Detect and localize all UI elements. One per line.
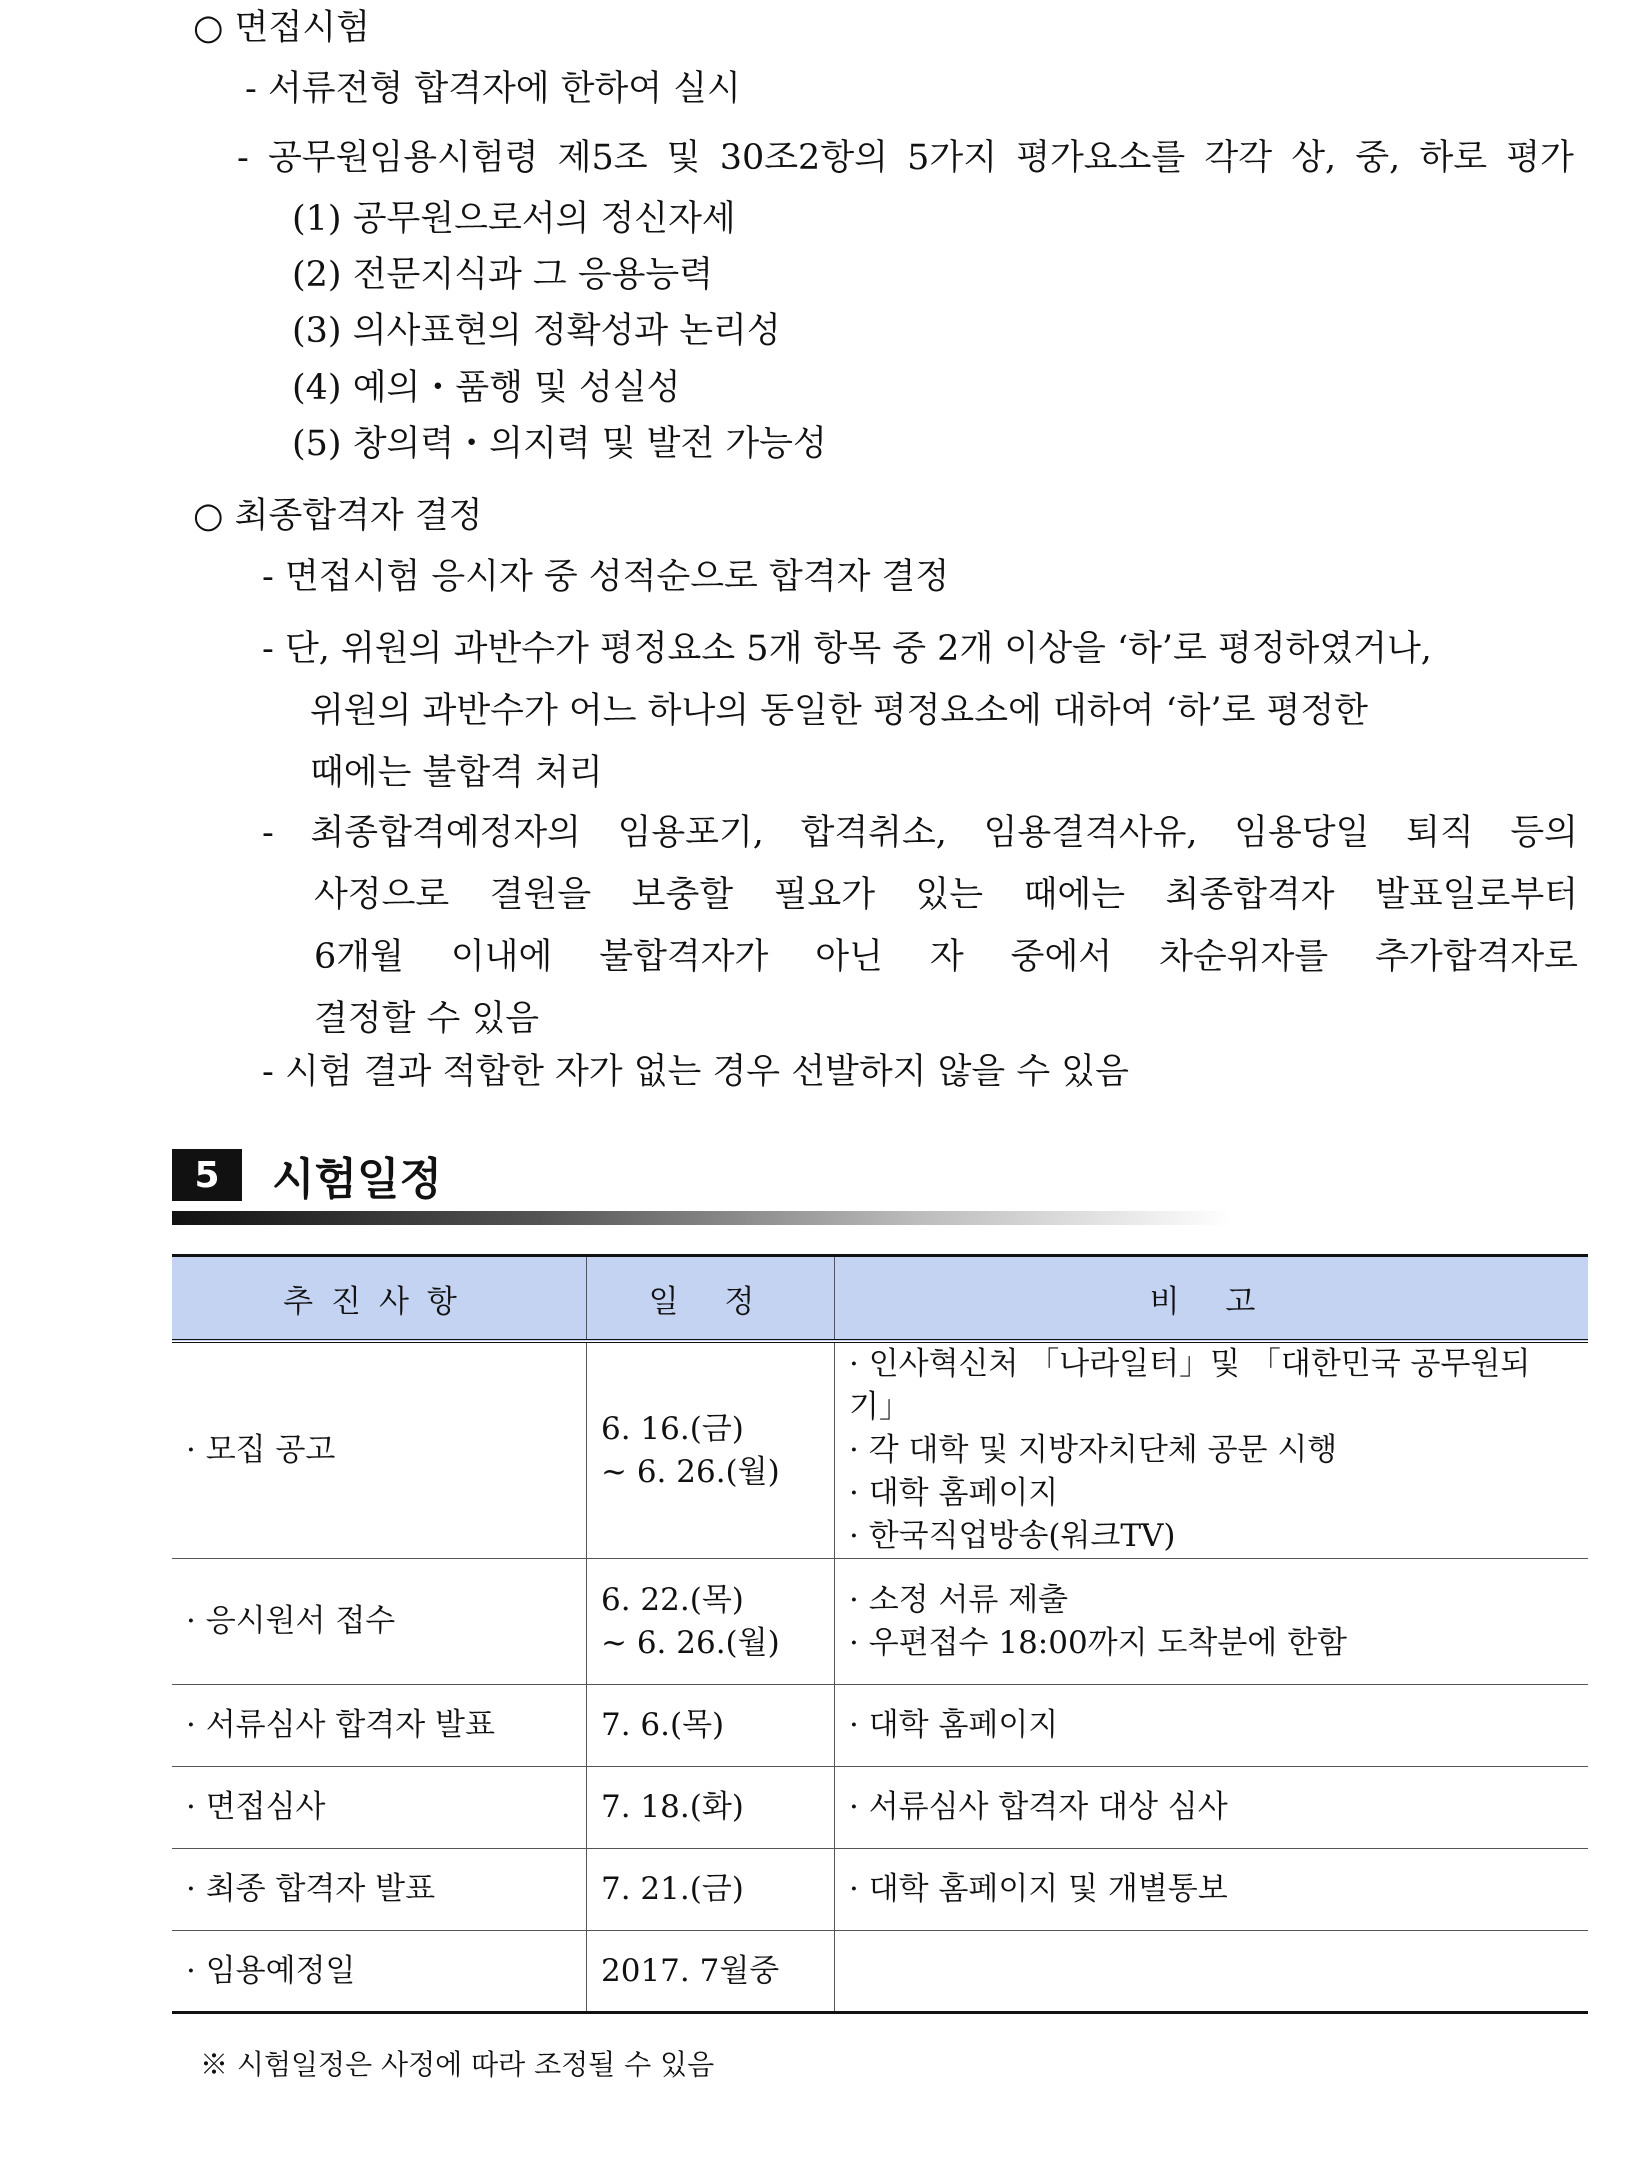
- final-item-1: - 면접시험 응시자 중 성적순으로 합격자 결정: [262, 557, 950, 597]
- note-line: · 각 대학 및 지방자치단체 공문 시행: [849, 1432, 1338, 1468]
- notes-cell: [835, 1559, 1589, 1685]
- task-cell: · 최종 합격자 발표: [172, 1849, 587, 1931]
- date-end: ~ 6. 26.(월): [601, 1453, 780, 1490]
- interview-item-1: - 서류전형 합격자에 한하여 실시: [245, 69, 741, 109]
- criterion-4: (4) 예의・품행 및 성실성: [292, 368, 681, 408]
- date-cell: 7. 18.(화): [587, 1767, 835, 1849]
- note-line: · 대학 홈페이지: [849, 1475, 1059, 1511]
- section-header: [172, 1145, 442, 1205]
- notes-cell: [835, 1931, 1589, 2013]
- section-underline: [172, 1211, 1232, 1225]
- task-cell: · 면접심사: [172, 1767, 587, 1849]
- section-title: 시험일정: [272, 1154, 443, 1205]
- header-task: 추진사항: [172, 1256, 587, 1342]
- final-item-2: [262, 618, 1562, 804]
- header-date: 일 정: [587, 1256, 835, 1342]
- final-item-2-line-3: 때에는 불합격 처리: [310, 753, 603, 793]
- date-end: ~ 6. 26.(월): [601, 1624, 780, 1661]
- final-item-2-line-1: - 단, 위원의 과반수가 평정요소 5개 항목 중 2개 이상을 ‘하’로 평정하였거나,: [262, 629, 1432, 669]
- final-item-3: [262, 802, 1578, 1050]
- table-row: [172, 1767, 1588, 1849]
- table-row: [172, 1685, 1588, 1767]
- table-header-row: [172, 1256, 1588, 1342]
- date-cell: 2017. 7월중: [587, 1931, 835, 2013]
- criterion-1: (1) 공무원으로서의 정신자세: [292, 199, 736, 239]
- task-cell: · 응시원서 접수: [172, 1559, 587, 1685]
- table-row: [172, 1849, 1588, 1931]
- table-row: [172, 1341, 1588, 1559]
- date-cell: [587, 1559, 835, 1685]
- task-cell: · 모집 공고: [186, 1432, 336, 1468]
- final-item-3-line-1: - 최종합격예정자의 임용포기, 합격취소, 임용결격사유, 임용당일 퇴직 등의: [262, 813, 1578, 853]
- date-cell: 7. 6.(목): [587, 1685, 835, 1767]
- task-cell: · 서류심사 합격자 발표: [172, 1685, 587, 1767]
- footnote: ※ 시험일정은 사정에 따라 조정될 수 있음: [200, 2048, 715, 2081]
- schedule-table: [172, 1254, 1588, 2014]
- final-item-4: - 시험 결과 적합한 자가 없는 경우 선발하지 않을 수 있음: [262, 1052, 1129, 1092]
- final-item-3-line-3: 6개월 이내에 불합격자가 아닌 자 중에서 차순위자를 추가합격자로: [314, 937, 1578, 977]
- header-notes: 비 고: [835, 1256, 1589, 1342]
- task-cell: · 임용예정일: [172, 1931, 587, 2013]
- note-line: · 인사혁신처 「나라일터」및 「대한민국 공무원되기」: [849, 1346, 1531, 1425]
- table-row: [172, 1559, 1588, 1685]
- section-number: 5: [172, 1149, 242, 1201]
- date-cell: 7. 21.(금): [587, 1849, 835, 1931]
- final-item-3-line-4: 결정할 수 있음: [314, 999, 540, 1039]
- notes-cell: · 서류심사 합격자 대상 심사: [835, 1767, 1589, 1849]
- final-item-2-line-2: 위원의 과반수가 어느 하나의 동일한 평정요소에 대하여 ‘하’로 평정한: [310, 691, 1368, 731]
- note-line: · 우편접수 18:00까지 도착분에 한함: [849, 1624, 1347, 1661]
- date-start: 6. 22.(목): [601, 1581, 744, 1618]
- final-item-3-line-2: 사정으로 결원을 보충할 필요가 있는 때에는 최종합격자 발표일로부터: [314, 875, 1578, 915]
- criterion-2: (2) 전문지식과 그 응용능력: [292, 255, 714, 295]
- date-cell: [587, 1341, 835, 1559]
- table-row: [172, 1931, 1588, 2013]
- criterion-3: (3) 의사표현의 정확성과 논리성: [292, 311, 781, 351]
- notes-cell: [835, 1341, 1589, 1559]
- interview-item-2: - 공무원임용시험령 제5조 및 30조2항의 5가지 평가요소를 각각 상, 중, 하로 평가: [237, 138, 1574, 178]
- note-line: · 한국직업방송(워크TV): [849, 1518, 1176, 1554]
- final-heading: ○ 최종합격자 결정: [193, 496, 483, 536]
- date-start: 6. 16.(금): [601, 1410, 744, 1447]
- criterion-5: (5) 창의력・의지력 및 발전 가능성: [292, 424, 827, 464]
- notes-cell: · 대학 홈페이지 및 개별통보: [835, 1849, 1589, 1931]
- interview-heading: ○ 면접시험: [193, 8, 370, 48]
- notes-cell: · 대학 홈페이지: [835, 1685, 1589, 1767]
- note-line: · 소정 서류 제출: [849, 1581, 1069, 1618]
